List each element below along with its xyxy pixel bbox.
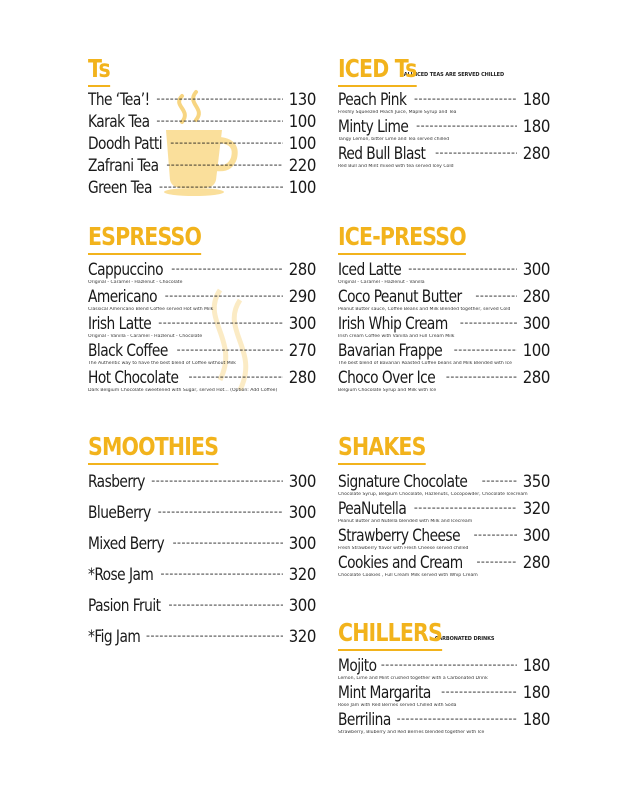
leader-dots bbox=[446, 368, 517, 386]
menu-item bbox=[338, 340, 550, 367]
leader-dots bbox=[435, 144, 517, 162]
item-description: Red Bull and Mint mixed with tea served Icey Cold bbox=[338, 164, 454, 169]
section-title: CHILLERS bbox=[338, 618, 442, 651]
item-price: 300 bbox=[522, 260, 550, 280]
menu-item bbox=[88, 367, 316, 394]
item-name: Iced Latte bbox=[338, 260, 402, 280]
section-note: ALL ICED TEAS ARE SERVED CHILLED bbox=[403, 72, 505, 78]
item-name: Doodh Patti bbox=[88, 134, 162, 154]
item-price: 180 bbox=[522, 710, 550, 730]
item-price: 300 bbox=[288, 314, 316, 334]
section-ts bbox=[88, 54, 316, 199]
menu-item bbox=[88, 177, 316, 199]
section-shakes bbox=[338, 432, 550, 579]
leader-dots bbox=[475, 287, 517, 305]
leader-dots bbox=[158, 503, 283, 521]
item-description: Classical Americano Blend Coffee served Hot with Milk bbox=[88, 307, 214, 312]
item-price: 280 bbox=[522, 368, 550, 388]
menu-item bbox=[338, 367, 550, 394]
leader-dots bbox=[482, 472, 517, 490]
menu-item bbox=[338, 286, 550, 313]
leader-dots bbox=[397, 710, 517, 728]
menu-item bbox=[88, 533, 316, 555]
item-name: Irish Whip Cream bbox=[338, 314, 448, 334]
item-description: Fresh Strawberry flavor with Fresh Cheese served chilled bbox=[338, 546, 469, 551]
section-title: ICE-PRESSO bbox=[338, 222, 466, 255]
item-price: 280 bbox=[522, 144, 550, 164]
item-name: Choco Over Ice bbox=[338, 368, 436, 388]
item-description: Original - Caramel - Hazlenut - Vanilla bbox=[338, 280, 425, 285]
item-description: Belgium Chocolate Syrup and Milk with Ice bbox=[338, 388, 437, 393]
menu-item bbox=[338, 143, 550, 170]
item-description: Lemon, Lime and Mint crushed together with a Carbonated Drink bbox=[338, 676, 488, 681]
item-price: 300 bbox=[522, 314, 550, 334]
leader-dots bbox=[414, 90, 517, 108]
item-name: Peach Pink bbox=[338, 90, 407, 110]
leader-dots bbox=[156, 112, 283, 130]
section-title: ESPRESSO bbox=[88, 222, 201, 255]
menu-item bbox=[88, 259, 316, 286]
item-description: Peanut Butter and Nutella blended with Milk and Icecream bbox=[338, 519, 473, 524]
item-price: 300 bbox=[288, 503, 316, 523]
menu-item bbox=[88, 286, 316, 313]
item-name: Karak Tea bbox=[88, 112, 150, 132]
item-name: PeaNutella bbox=[338, 499, 407, 519]
section-iced-ts bbox=[338, 54, 550, 170]
menu-item bbox=[338, 498, 550, 525]
item-description: Strawberry, Bluberry and Red Berries blended together with Ice bbox=[338, 730, 485, 735]
item-name: Red Bull Blast bbox=[338, 144, 426, 164]
leader-dots bbox=[173, 534, 283, 552]
menu-item bbox=[88, 502, 316, 524]
menu-item bbox=[338, 525, 550, 552]
leader-dots bbox=[165, 287, 283, 305]
item-name: Black Coffee bbox=[88, 341, 168, 361]
leader-dots bbox=[171, 260, 283, 278]
section-title: SMOOTHIES bbox=[88, 432, 218, 465]
menu-item bbox=[88, 340, 316, 367]
menu-item bbox=[338, 116, 550, 143]
section-title: Ts bbox=[88, 54, 110, 87]
item-name: *Fig Jam bbox=[88, 627, 141, 647]
item-description: Irish cream Coffee with Vanilla and Full Cream Milk bbox=[338, 334, 455, 339]
item-description: Chocolate Syrup, Belgium Chocolate, Hazlenuts, Cocopowder, Chocolate Icecream bbox=[338, 492, 528, 497]
item-description: The best blend of Bavarian Roasted Coffee beans and Milk Blended with Ice bbox=[338, 361, 513, 366]
leader-dots bbox=[460, 314, 517, 332]
menu-item bbox=[88, 626, 316, 648]
menu-item bbox=[88, 471, 316, 493]
leader-dots bbox=[158, 314, 283, 332]
menu-item bbox=[88, 89, 316, 111]
item-description: Dark Belgium Chocolate sweetened with Sugar, served Hot... (Option: Add Coffee) bbox=[88, 388, 278, 393]
leader-dots bbox=[441, 683, 517, 701]
menu-item bbox=[88, 155, 316, 177]
menu-item bbox=[88, 313, 316, 340]
menu-item bbox=[88, 133, 316, 155]
item-name: Irish Latte bbox=[88, 314, 152, 334]
item-price: 300 bbox=[522, 526, 550, 546]
item-description: Freshly Squeezed Peach Juice, Maple Syrup and Tea bbox=[338, 110, 457, 115]
menu-item bbox=[338, 682, 550, 709]
menu-item bbox=[338, 89, 550, 116]
item-price: 180 bbox=[522, 656, 550, 676]
item-description: The Authentic way to have the best blend of Coffee without Milk bbox=[88, 361, 236, 366]
item-name: Cookies and Cream bbox=[338, 553, 463, 573]
item-name: Cappuccino bbox=[88, 260, 163, 280]
item-price: 320 bbox=[522, 499, 550, 519]
menu-item bbox=[88, 595, 316, 617]
leader-dots bbox=[156, 90, 283, 108]
section-ice-presso bbox=[338, 222, 550, 394]
leader-dots bbox=[414, 499, 517, 517]
item-price: 100 bbox=[288, 134, 316, 154]
leader-dots bbox=[166, 156, 283, 174]
item-price: 100 bbox=[288, 178, 316, 198]
item-name: Bavarian Frappe bbox=[338, 341, 443, 361]
menu-item bbox=[88, 111, 316, 133]
item-description: Original - Vanilla - Caramel - Hazlenut - Chocolate bbox=[88, 334, 203, 339]
leader-dots bbox=[454, 341, 517, 359]
leader-dots bbox=[381, 656, 517, 674]
leader-dots bbox=[408, 260, 517, 278]
item-price: 280 bbox=[288, 260, 316, 280]
item-price: 300 bbox=[288, 534, 316, 554]
item-name: Rasberry bbox=[88, 472, 145, 492]
leader-dots bbox=[474, 526, 517, 544]
item-description: Rose Jam with Red Berries served Chilled with Soda bbox=[338, 703, 457, 708]
item-price: 280 bbox=[522, 287, 550, 307]
item-price: 280 bbox=[522, 553, 550, 573]
leader-dots bbox=[146, 627, 283, 645]
item-price: 270 bbox=[288, 341, 316, 361]
section-smoothies bbox=[88, 432, 316, 657]
leader-dots bbox=[177, 341, 283, 359]
item-name: *Rose Jam bbox=[88, 565, 154, 585]
leader-dots bbox=[188, 368, 283, 386]
item-name: Hot Chocolate bbox=[88, 368, 179, 388]
leader-dots bbox=[416, 117, 517, 135]
item-price: 280 bbox=[288, 368, 316, 388]
item-name: Signature Chocolate bbox=[338, 472, 468, 492]
menu-item bbox=[338, 655, 550, 682]
item-price: 290 bbox=[288, 287, 316, 307]
item-price: 320 bbox=[288, 565, 316, 585]
item-name: Zafrani Tea bbox=[88, 156, 159, 176]
section-title: SHAKES bbox=[338, 432, 426, 465]
item-name: Berrilina bbox=[338, 710, 391, 730]
item-name: Americano bbox=[88, 287, 158, 307]
item-price: 180 bbox=[522, 683, 550, 703]
menu-item bbox=[338, 471, 550, 498]
item-price: 300 bbox=[288, 596, 316, 616]
item-name: Coco Peanut Butter bbox=[338, 287, 462, 307]
item-price: 180 bbox=[522, 117, 550, 137]
leader-dots bbox=[151, 472, 283, 490]
item-description: Peanut Butter sauce, Coffee Beans and Milk Blended together, served Cold bbox=[338, 307, 511, 312]
menu-item bbox=[338, 709, 550, 736]
leader-dots bbox=[169, 596, 284, 614]
item-name: Strawberry Cheese bbox=[338, 526, 461, 546]
item-name: Mint Margarita bbox=[338, 683, 431, 703]
menu-item bbox=[338, 259, 550, 286]
item-description: Original - Caramel - Hazlenut - Chocolate bbox=[88, 280, 183, 285]
item-price: 180 bbox=[522, 90, 550, 110]
menu-item bbox=[338, 313, 550, 340]
item-price: 300 bbox=[288, 472, 316, 492]
item-price: 320 bbox=[288, 627, 316, 647]
item-description: Chocolate Cookies , Full Cream Milk served with Whip Cream bbox=[338, 573, 478, 578]
item-price: 220 bbox=[288, 156, 316, 176]
item-name: BlueBerry bbox=[88, 503, 151, 523]
leader-dots bbox=[170, 134, 283, 152]
section-espresso bbox=[88, 222, 316, 394]
item-price: 350 bbox=[522, 472, 550, 492]
leader-dots bbox=[476, 553, 517, 571]
menu-item bbox=[338, 552, 550, 579]
section-title: ICED Ts bbox=[338, 54, 417, 87]
leader-dots bbox=[160, 565, 283, 583]
item-price: 100 bbox=[522, 341, 550, 361]
item-name: The ‘Tea’! bbox=[88, 90, 150, 110]
leader-dots bbox=[159, 178, 283, 196]
item-price: 100 bbox=[288, 112, 316, 132]
section-note: CARBONATED DRINKS bbox=[434, 636, 495, 642]
item-description: Tangy Lemon, bitter Lime and Tea served chilled bbox=[338, 137, 450, 142]
item-name: Minty Lime bbox=[338, 117, 409, 137]
item-price: 130 bbox=[288, 90, 316, 110]
item-name: Mojito bbox=[338, 656, 377, 676]
section-chillers bbox=[338, 618, 550, 736]
item-name: Pasion Fruit bbox=[88, 596, 161, 616]
item-name: Green Tea bbox=[88, 178, 152, 198]
menu-item bbox=[88, 564, 316, 586]
item-name: Mixed Berry bbox=[88, 534, 165, 554]
